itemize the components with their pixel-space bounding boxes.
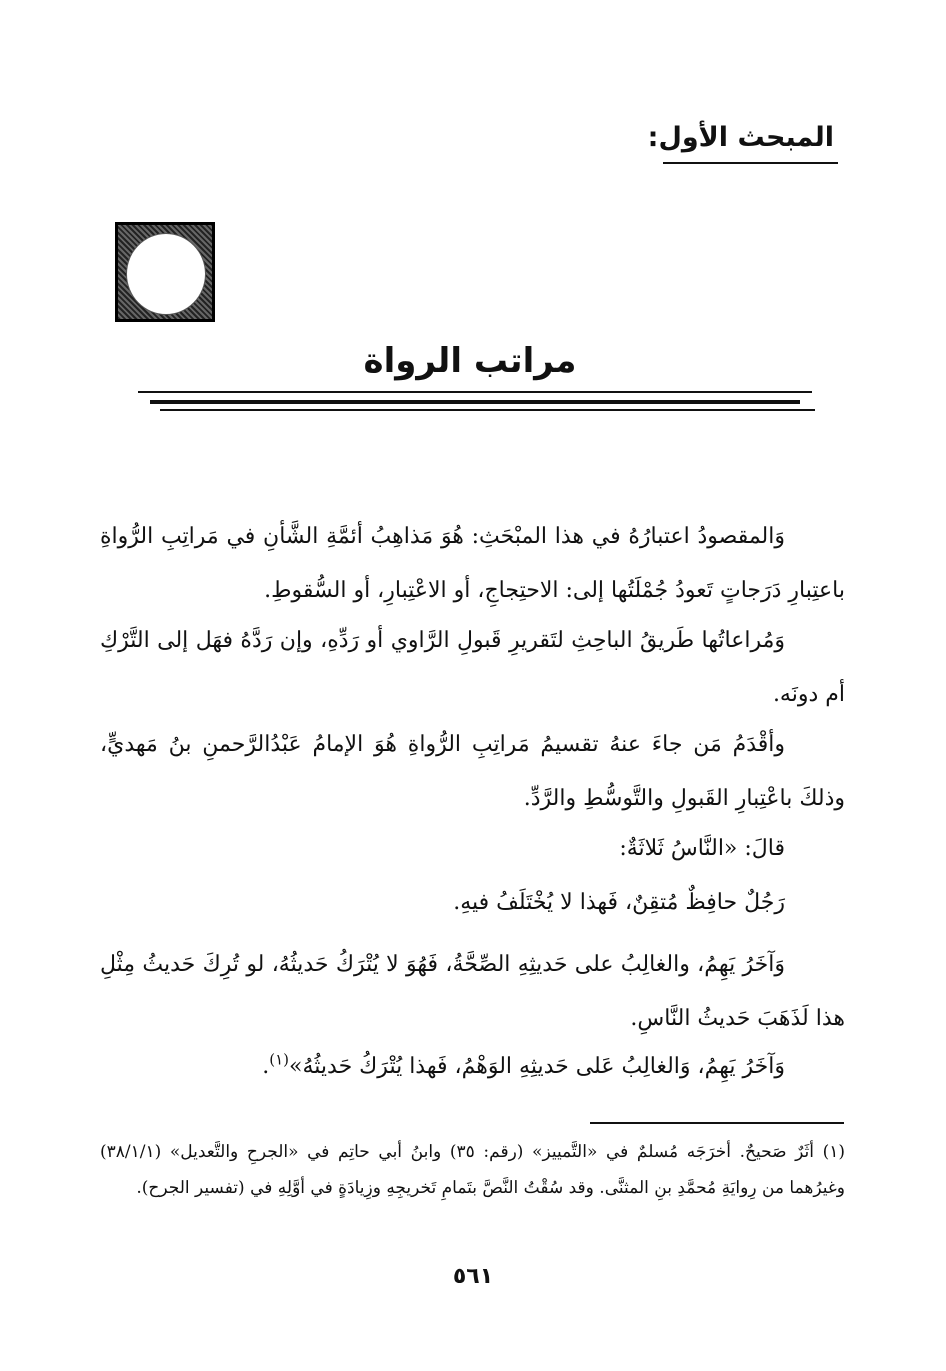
quote-line-end: . bbox=[262, 1054, 270, 1079]
title-rule bbox=[160, 409, 815, 411]
page-title: مراتب الرواة bbox=[363, 341, 577, 381]
body-paragraph: وَالمقصودُ اعتبارُهُ في هذا المبْحَثِ: هُوَ مَذاهِبُ أئمَّةِ الشَّأنِ في مَراتِبِ الرُّواةِ باعتِبارِ دَرَجاتٍ تَعودُ جُمْلَتُها إلى: الاحتِجاجِ، أو الاعْتِبارِ، أو السُّقوطِ. bbox=[100, 524, 845, 603]
quote-line: وَآخَرُ يَهِمُ، والغالِبُ على حَديثِهِ الصِّحَّةُ، فَهُوَ لا يُتْرَكُ حَديثُهُ، لو تُرِكَ حَديثُ مِثْلِ هذا لَذَهَبَ حَديثُ النَّاسِ. bbox=[100, 952, 845, 1031]
title-rule bbox=[138, 391, 812, 393]
title-rule bbox=[150, 400, 800, 404]
section-header-underline bbox=[663, 162, 838, 164]
quote-line bbox=[100, 1040, 845, 1094]
quote-line-text: وَآخَرُ يَهِمُ، وَالغالِبُ عَلى حَديثِهِ الوَهْمُ، فَهذا يُتْرَكُ حَديثُهُ» bbox=[289, 1054, 785, 1079]
chapter-ornament-icon bbox=[115, 222, 215, 322]
quote-intro: قالَ: «النَّاسُ ثَلاثَةٌ: bbox=[619, 836, 785, 861]
footnote-marker: (١) bbox=[269, 1050, 290, 1069]
body-paragraph: وَمُراعاتُها طَريقُ الباحِثِ لتَقريرِ قَبولِ الرَّاوي أو رَدِّهِ، وإن رَدَّهُ فهَل إلى التَّرْكِ أم دونَه. bbox=[100, 628, 845, 707]
body-paragraph: وأقْدَمُ مَن جاءَ عنهُ تقسيمُ مَراتِبِ الرُّواةِ هُوَ الإمامُ عَبْدُالرَّحمنِ بنُ مَهديٍّ، وذلكَ باعْتِبارِ القَبولِ والتَّوسُّطِ والرَّدِّ. bbox=[100, 732, 845, 811]
footnote-rule bbox=[590, 1122, 844, 1124]
ornament-circle bbox=[126, 233, 206, 315]
section-header: المبحث الأول: bbox=[647, 122, 834, 153]
page-number: ٥٦١ bbox=[452, 1264, 494, 1289]
footnote: (١) أثَرٌ صَحيحٌ. أخرَجَه مُسلمٌ في «التَّمييز» (رقم: ٣٥) وابنُ أبي حاتِم في «الجرحِ والتَّعديل» (٣٨/١/١) وغيرُهما من رِوايَةِ مُحمَّدِ بنِ المثنَّى. وقد سُقْتُ النَّصَّ بتَمامِ تَخريجِهِ وزِيادَةٍ في أوَّلِهِ في (تفسير الجرح). bbox=[100, 1142, 846, 1198]
quote-line: رَجُلٌ حافِظٌ مُتقِنٌ، فَهذا لا يُخْتَلَفُ فيهِ. bbox=[453, 890, 785, 915]
